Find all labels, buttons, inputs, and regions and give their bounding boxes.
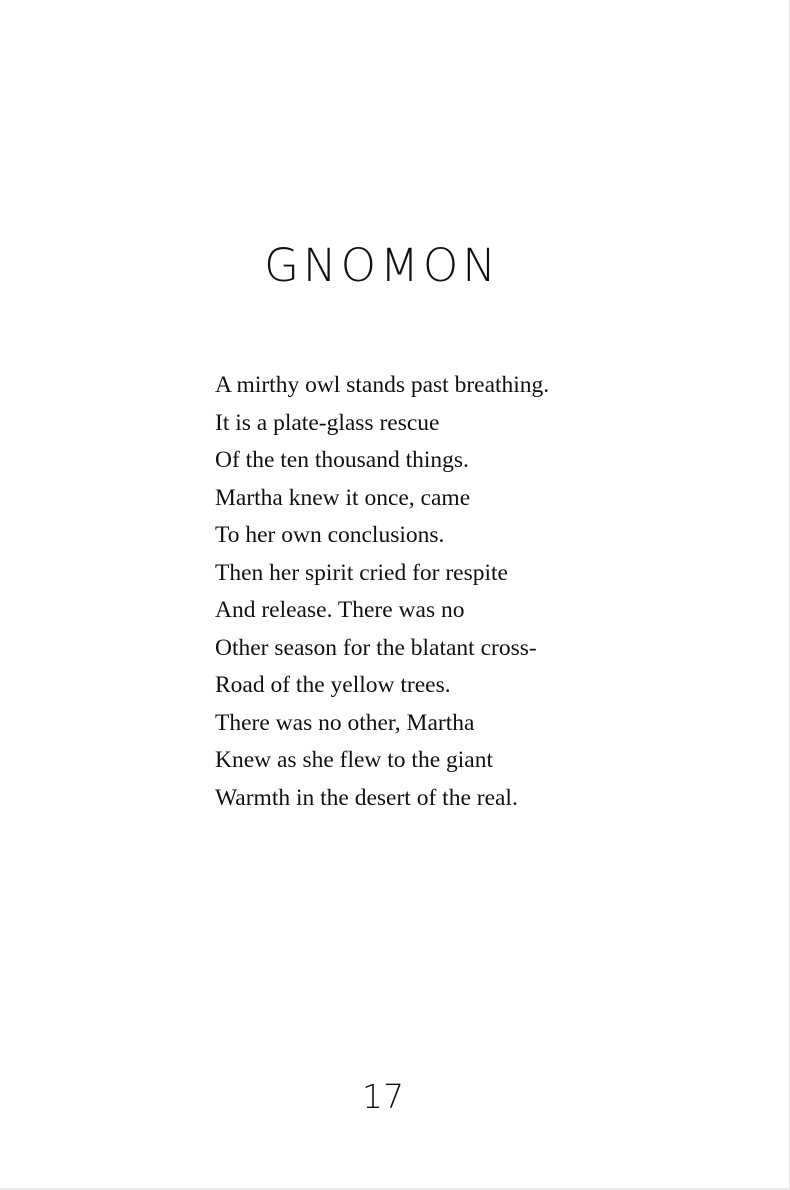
poem-body <box>215 367 635 817</box>
poem-line: There was no other, Martha <box>215 709 475 736</box>
poem-line: Other season for the blatant cross- <box>215 634 537 661</box>
poem-line: To her own conclusions. <box>215 522 445 548</box>
page-number: 17 <box>362 1077 404 1116</box>
poem-line: And release. There was no <box>215 597 465 623</box>
poem-line: Of the ten thousand things. <box>215 447 469 473</box>
poem-line: A mirthy owl stands past breathing. <box>215 372 550 398</box>
poem-title: GNOMON <box>264 239 500 292</box>
poem-line: It is a plate-glass rescue <box>215 409 440 436</box>
poem-line: Knew as she flew to the giant <box>215 747 494 773</box>
poem-line: Road of the yellow trees. <box>215 672 451 698</box>
poem-line: Warmth in the desert of the real. <box>215 784 518 811</box>
poem-line: Then her spirit cried for respite <box>215 559 508 586</box>
poem-line: Martha knew it once, came <box>215 484 471 511</box>
